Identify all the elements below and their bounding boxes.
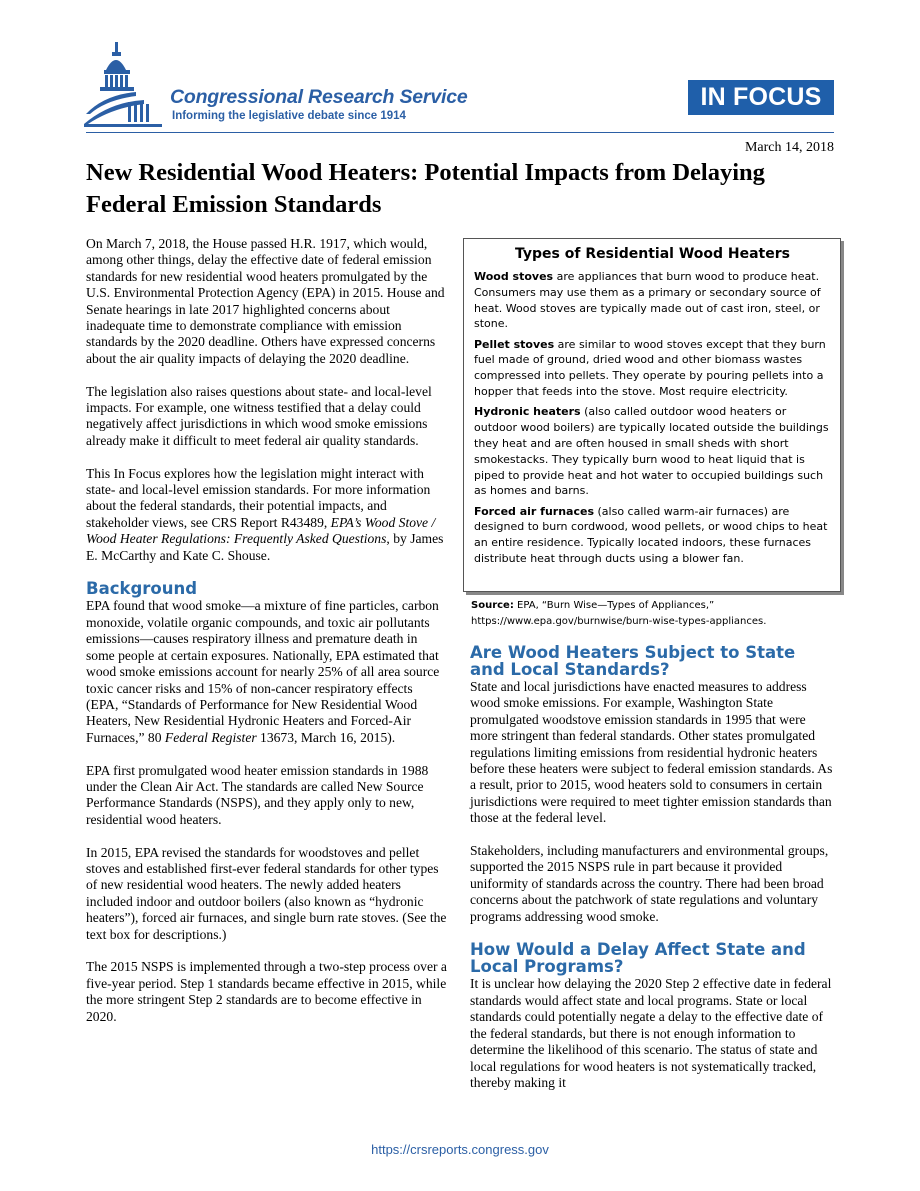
org-name: Congressional Research Service — [170, 86, 468, 108]
definition: are similar to wood stoves except that they burn fuel made of ground, dried wood and other biomass wastes compressed into pellets. They operate by pouring pellets into a hopper that feeds into the stove. Most require electricity. — [474, 337, 826, 399]
paragraph: On March 7, 2018, the House passed H.R. 1917, which would, among other things, delay the effective date of federal emission standards for new residential wood heaters promulgated by the U.S. Environmental Protection Agency (EPA) in 2015. House and Senate hearings in late 2017 highlighted concerns about inadequate time to demonstrate compliance with emission standards by the 2020 deadline. Others have expressed concerns about the air quality impacts of delaying the 2020 deadline. — [86, 236, 445, 366]
definition: (also called warm-air furnaces) are designed to burn cordwood, wood pellets, or wood chips to heat an entire residence. Typically located indoors, these furnaces distribute heat through ducts using a blower fan. — [474, 504, 828, 566]
paragraph — [86, 598, 448, 746]
text-box-item — [474, 504, 831, 567]
in-focus-badge: IN FOCUS — [688, 80, 834, 115]
text-run: This In Focus explores how the legislation might interact with state- and local-level emission standards. For more information about the federal standards, their potential impacts, and stakeholder views, see CRS Report R43489, — [86, 465, 431, 530]
definition: are appliances that burn wood to produce heat. Consumers may use them as a primary or secondary source of heat. Wood stoves are typically made out of cast iron, steel, or stone. — [474, 270, 821, 331]
paragraph: Stakeholders, including manufacturers and environmental groups, supported the 2015 NSPS rule in part because it provided uniformity of standards across the country. There had been broad concerns about the patchwork of state regulations and voluntary programs addressing wood smoke. — [470, 843, 829, 924]
header-divider — [86, 132, 834, 133]
right-column — [470, 642, 834, 1108]
term: Pellet stoves — [474, 337, 555, 351]
paragraph: In 2015, EPA revised the standards for woodstoves and pellet stoves and established first-ever federal standards for other types of new residential wood heaters. The newly added heaters included indoor and outdoor boilers (also known as “hydronic heaters”), forced air furnaces, and single burn rate stoves. (See the text box for descriptions.) — [86, 844, 447, 942]
text-box-title: Types of Residential Wood Heaters — [515, 246, 790, 262]
document-date: March 14, 2018 — [744, 140, 834, 155]
text-run: , by James E. McCarthy and Kate C. Shouse. — [86, 531, 444, 563]
term: Hydronic heaters — [474, 405, 581, 419]
section-heading-delay-effect: How Would a Delay Affect State and Local Programs? — [470, 940, 806, 977]
org-tagline: Informing the legislative debate since 1914 — [172, 110, 406, 122]
term: Forced air furnaces — [474, 504, 595, 518]
report-title-link: EPA’s Wood Stove / Wood Heater Regulations: Frequently Asked Questions — [86, 514, 436, 547]
text-italic: Federal Register — [164, 729, 257, 745]
paragraph — [86, 466, 448, 564]
text-box-source — [471, 598, 841, 629]
text-run: 13673, March 16, 2015). — [256, 729, 396, 745]
left-column — [86, 236, 448, 1041]
paragraph: The legislation also raises questions about state- and local-level impacts. For example, one witness testified that a delay could negatively affect jurisdictions in which wood smoke emissions already make it difficult to meet federal air quality standards. — [86, 383, 432, 448]
text-box-item — [474, 337, 831, 400]
text-box-types-of-heaters — [463, 238, 841, 592]
source-text: EPA, “Burn Wise—Types of Appliances,” https://www.epa.gov/burnwise/burn-wise-types-appliances. — [471, 600, 767, 627]
footer-url-link[interactable]: https://crsreports.congress.gov — [371, 1142, 549, 1157]
text-run: EPA found that wood smoke—a mixture of fine particles, carbon monoxide, volatile organic compounds, and toxic air pollutants emissions—causes respiratory illness and premature death in some people at certain exposures. Nationally, EPA estimated that wood smoke emissions account for nearly 25% of all area source toxic cancer risks and 15% of non-cancer respiratory effects (EPA, “Standards of Performance for New Residential Wood Heaters, New Residential Hydronic Heaters and Forced-Air Furnaces,” 80 — [86, 598, 440, 745]
crs-logo — [84, 40, 504, 132]
paragraph: State and local jurisdictions have enacted measures to address wood smoke emissions. For example, Washington State promulgated woodstove emission standards in 1995 that were more stringent than federal standards. Other states promulgated regulations limiting emissions from residential hydronic heaters before these heaters were subject to federal emission standards. As a result, prior to 2015, wood heaters sold to consumers in certain jurisdictions were required to meet tighter emission standards than those at the federal level. — [470, 679, 833, 826]
section-heading-state-local-standards: Are Wood Heaters Subject to State and Local Standards? — [470, 643, 796, 679]
paragraph: EPA first promulgated wood heater emission standards in 1988 under the Clean Air Act. The standards are called New Source Performance Standards (NSPS), and they apply only to new, residential wood heaters. — [86, 762, 429, 827]
text-box-item — [474, 269, 831, 332]
capitol-dome-icon — [84, 40, 166, 132]
document-title: New Residential Wood Heaters: Potential Impacts from Delaying Federal Emission Standards — [86, 159, 765, 218]
section-heading-background: Background — [86, 579, 198, 599]
text-box-item — [474, 404, 831, 499]
term: Wood stoves — [474, 270, 554, 283]
definition: (also called outdoor wood heaters or outdoor wood boilers) are typically located outside the buildings they heat and are often housed in small sheds with short smokestacks. They typically burn wood to heat liquid that is piped to provide heat and hot water to occupied buildings such as homes and barns. — [474, 405, 829, 498]
paragraph: It is unclear how delaying the 2020 Step 2 effective date in federal standards would affect state and local programs. State or local standards could potentially negate a delay to the effective date of the federal standards, but there is not enough information to determine the likelihood of this scenario. The status of state and local regulations for wood heaters is not systematically tracked, thereby making it — [470, 976, 832, 1090]
source-label: Source: — [471, 600, 514, 611]
paragraph: The 2015 NSPS is implemented through a two-step process over a five-year period. Step 1 standards became effective in 2015, while the more stringent Step 2 standards are to become effective in 2020. — [86, 959, 447, 1024]
